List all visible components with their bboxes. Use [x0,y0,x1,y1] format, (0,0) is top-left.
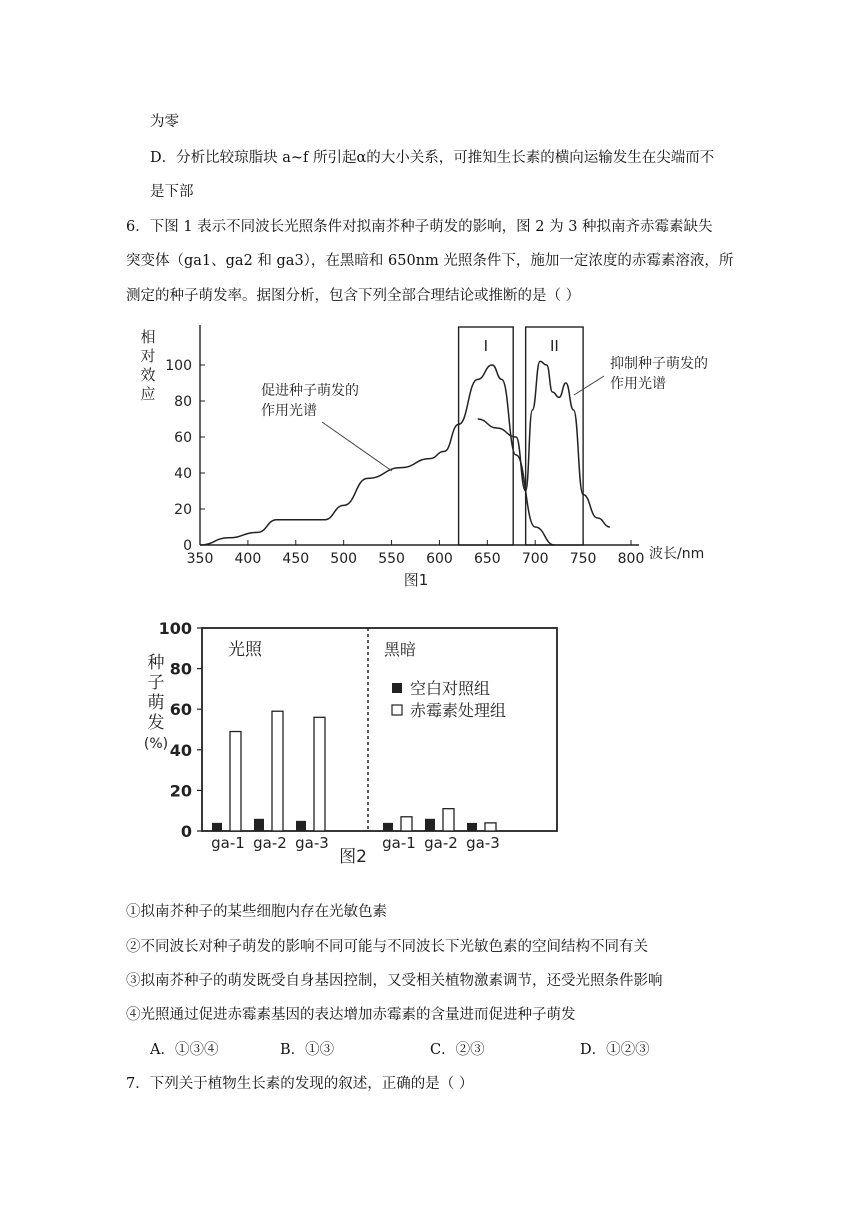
bar-ga-dark-ga-2 [443,809,454,831]
x-tick-label: 600 [426,551,453,567]
y-tick-label: 80 [169,659,192,679]
y-tick-label: 60 [169,700,192,720]
x-tick-label: 500 [330,551,358,567]
bar-control-dark-ga-3 [467,823,477,831]
y-tick-label: 100 [158,619,192,638]
leader-line-promote [322,422,392,471]
q5-option-d-line2: 是下部 [150,184,194,200]
y-tick-label: 20 [174,502,192,518]
y-tick-label: 60 [174,430,192,446]
figure-1-chart [0,320,860,590]
bar-control-light-ga-2 [254,819,264,831]
x-tick-label: 350 [186,551,214,567]
q6-statement-2: ②不同波长对种子萌发的影响不同可能与不同波长下光敏色素的空间结构不同有关 [126,939,648,955]
bar-ga-dark-ga-1 [401,817,412,831]
y-axis-label: 种子萌发(%) [143,653,169,752]
y-tick-label: 40 [174,466,192,482]
y-tick-label: 20 [169,781,192,801]
y-axis-label: 相对效应 [140,328,156,403]
series-label-inhibit: 抑制种子萌发的作用光谱 [610,356,708,392]
q5-option-d-line1: D．分析比较琼脂块 a~f 所引起α的大小关系，可推知生长素的横向运输发生在尖端而不 [150,150,715,166]
series-line-1 [200,365,554,545]
x-tick-label: 550 [378,551,405,567]
q6-option-d[interactable]: D．①②③ [580,1042,650,1058]
legend-label-control: 空白对照组 [410,679,491,698]
q6-statement-4: ④光照通过促进赤霉素基因的表达增加赤霉素的含量进而促进种子萌发 [126,1007,576,1023]
y-tick-label: 40 [169,740,192,760]
x-tick-label: ga-1 [382,834,416,852]
y-tick-label: 0 [183,538,192,554]
q6-statement-1: ①拟南芥种子的某些细胞内存在光敏色素 [126,904,387,920]
x-tick-label: 750 [569,551,597,567]
x-axis-label: 波长/nm [649,546,705,562]
chart-title: 图1 [403,571,429,589]
x-tick-label: ga-3 [295,834,329,852]
bar-control-light-ga-1 [212,823,222,831]
q6-stem-line2: 突变体（ga1、ga2 和 ga3），在黑暗和 650nm 光照条件下，施加一定浓度的赤霉素溶液，所 [126,253,734,269]
region-label: I [483,337,489,355]
bar-ga-light-ga-1 [230,732,241,831]
q6-option-a[interactable]: A．①③④ [150,1042,219,1058]
leader-line-inhibit [574,376,604,395]
bar-control-light-ga-3 [296,821,306,831]
bar-ga-light-ga-3 [314,717,325,831]
q7-stem: 7．下列关于植物生长素的发现的叙述，正确的是（ ） [126,1076,474,1092]
legend-swatch-ga [392,705,402,715]
panel-label-dark: 黑暗 [384,640,417,659]
x-tick-label: ga-3 [466,834,500,852]
x-tick-label: ga-2 [424,834,458,852]
q6-stem-line3: 测定的种子萌发率。据图分析，包含下列全部合理结论或推断的是（ ） [126,288,581,304]
region-box [526,327,583,545]
bar-control-dark-ga-1 [383,823,393,831]
series-line-2 [478,361,610,527]
x-tick-label: 800 [617,551,645,567]
x-tick-label: 650 [473,551,501,567]
q5-tail-line: 为零 [150,114,179,130]
y-tick-label: 80 [174,394,192,410]
x-tick-label: ga-2 [253,834,287,852]
y-tick-label: 100 [165,358,192,374]
bar-ga-light-ga-2 [272,711,283,831]
region-label: II [549,337,559,355]
series-label-promote: 促进种子萌发的作用光谱 [261,383,359,419]
bar-control-dark-ga-2 [425,819,435,831]
x-tick-label: 450 [282,551,310,567]
chart-title: 图2 [339,847,367,865]
q6-statement-3: ③拟南芥种子的萌发既受自身基因控制，又受相关植物激素调节，还受光照条件影响 [126,973,663,989]
y-tick-label: 0 [180,822,192,841]
legend-label-ga: 赤霉素处理组 [410,701,507,720]
legend-swatch-control [392,683,402,693]
q6-stem-line1: 6．下图 1 表示不同波长光照条件对拟南芥种子萌发的影响，图 2 为 3 种拟南齐赤霉素缺失 [126,219,713,235]
bar-ga-dark-ga-3 [485,823,496,831]
q6-option-c[interactable]: C．②③ [430,1042,485,1058]
figure-2-chart [0,615,860,865]
panel-label-light: 光照 [228,640,262,660]
x-tick-label: 700 [521,551,549,567]
x-tick-label: 400 [234,551,262,567]
region-box [459,327,514,545]
q6-option-b[interactable]: B．①③ [280,1042,335,1058]
x-tick-label: ga-1 [211,834,245,852]
